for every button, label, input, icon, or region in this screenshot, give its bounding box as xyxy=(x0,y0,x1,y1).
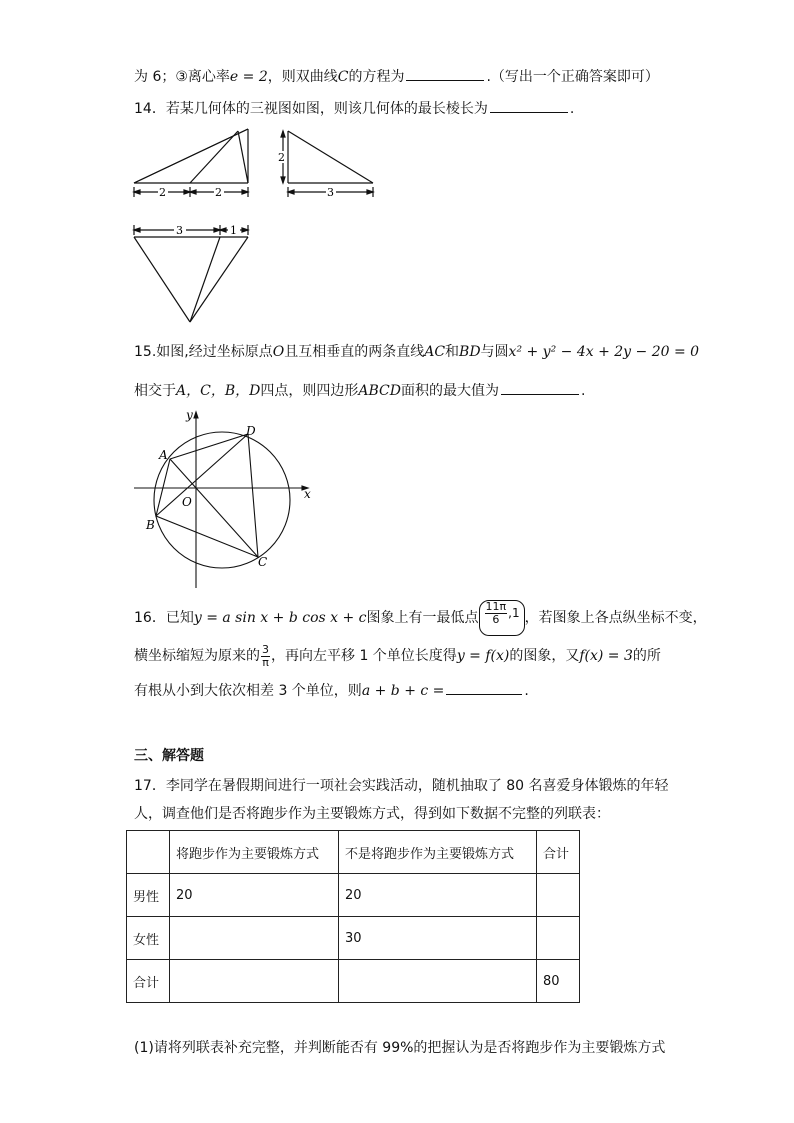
top-label-2: 1 xyxy=(230,224,237,237)
front-label-2: 2 xyxy=(215,186,222,199)
front-view xyxy=(134,129,248,197)
origin-label: O xyxy=(182,495,192,509)
three-view-figure xyxy=(128,125,388,330)
point-c-label: C xyxy=(258,555,268,569)
q17-subquestion-1: (1)请将列联表补充完整，并判断能否有 99%的把握认为是否将跑步作为主要锻炼方式 xyxy=(134,1040,666,1056)
section-heading: 三、解答题 xyxy=(134,748,204,764)
table-cell xyxy=(170,960,339,1003)
q14-text: 14．若某几何体的三视图如图，则该几何体的最长棱长为 . xyxy=(134,98,574,119)
table-row xyxy=(127,917,580,960)
lowest-point: $\frac{11\pi}{6}$ ,1 xyxy=(479,600,525,636)
table-row xyxy=(127,874,580,917)
top-label-1: 3 xyxy=(176,224,183,237)
point-d-label: D xyxy=(246,424,256,438)
table-cell: 20 xyxy=(170,874,339,917)
quadrilateral-abcd xyxy=(156,434,258,557)
q13-tail-line: 为 6；③离心率e = 2，则双曲线C的方程为 .（写出一个正确答案即可） xyxy=(134,66,659,87)
side-label-height: 2 xyxy=(278,151,285,164)
q16-line3: 有根从小到大依次相差 3 个单位，则a + b + c = . xyxy=(134,680,529,701)
point-a-label: A xyxy=(159,448,168,462)
x-axis-label: x xyxy=(304,487,311,501)
table-cell xyxy=(537,917,580,960)
y-axis-label: y xyxy=(186,408,193,422)
side-label-width: 3 xyxy=(327,186,334,199)
q15-line1: 15.如图,经过坐标原点O且互相垂直的两条直线AC和BD与圆x² + y² − 4x + 2y − 20 = 0 xyxy=(134,344,700,360)
table-cell xyxy=(537,874,580,917)
contingency-table xyxy=(126,830,580,1003)
table-cell: 30 xyxy=(339,917,537,960)
table-cell: 20 xyxy=(339,874,537,917)
table-cell xyxy=(339,960,537,1003)
answer-blank[interactable] xyxy=(446,680,522,695)
table-row xyxy=(127,960,580,1003)
eccentricity-expr: e = 2 xyxy=(229,69,268,85)
table-cell: 女性 xyxy=(127,917,170,960)
line-bd xyxy=(156,434,248,516)
point-b-label: B xyxy=(146,518,155,532)
table-cell xyxy=(170,917,339,960)
fraction-3-over-pi: $\frac{3}{\pi}$ xyxy=(262,642,269,669)
q17-line1: 17．李同学在暑假期间进行一项社会实践活动，随机抽取了 80 名喜爱身体锻炼的年轻 xyxy=(134,778,669,794)
table-header-cell: 不是将跑步作为主要锻炼方式 xyxy=(339,831,537,874)
q16-line1: 16．已知y = a sin x + b cos x + c图象上有一最低点 $\frac{11\pi}{6}$ ,1 ，若图象上各点纵坐标不变， xyxy=(134,600,707,636)
function-expr: y = a sin x + b cos x + c xyxy=(193,610,367,626)
answer-blank[interactable] xyxy=(406,66,484,81)
table-header-cell: 合计 xyxy=(537,831,580,874)
front-label-1: 2 xyxy=(159,186,166,199)
q15-line2: 相交于A，C，B，D四点，则四边形ABCD面积的最大值为 . xyxy=(134,380,585,401)
circle-figure xyxy=(128,404,328,594)
circle-equation: x² + y² − 4x + 2y − 20 = 0 xyxy=(508,344,700,360)
table-header-row xyxy=(127,831,580,874)
answer-blank[interactable] xyxy=(501,380,579,395)
table-header-cell: 将跑步作为主要锻炼方式 xyxy=(170,831,339,874)
table-cell: 男性 xyxy=(127,874,170,917)
q16-line2: 横坐标缩短为原来的 $\frac{3}{\pi}$ ，再向左平移 1 个单位长度得y = f(x)的图象，又f(x) = 3的所 xyxy=(134,642,661,669)
table-cell: 80 xyxy=(537,960,580,1003)
answer-blank[interactable] xyxy=(490,98,568,113)
table-cell xyxy=(127,831,170,874)
top-view xyxy=(134,225,248,322)
table-cell: 合计 xyxy=(127,960,170,1003)
q17-line2: 人，调查他们是否将跑步作为主要锻炼方式，得到如下数据不完整的列联表： xyxy=(134,806,610,822)
